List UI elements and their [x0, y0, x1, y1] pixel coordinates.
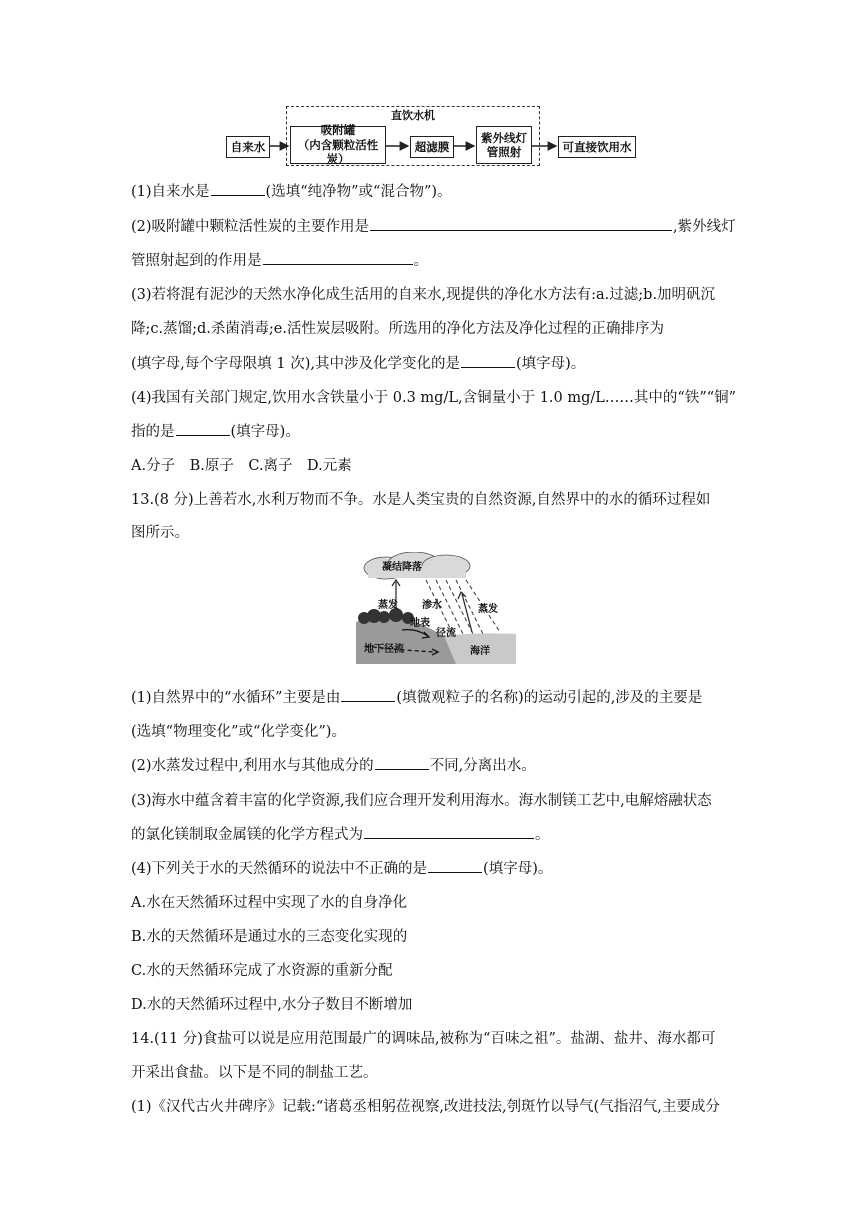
text: 。 — [413, 253, 428, 269]
text: 图所示。 — [131, 525, 189, 541]
answer-blank[interactable] — [263, 250, 413, 265]
q12-3b — [131, 317, 731, 338]
q12-3a — [131, 283, 731, 304]
label-surface: 地表 — [410, 618, 430, 629]
text: (4)下列关于水的天然循环的说法中不正确的是 — [131, 861, 428, 877]
q12-2b — [131, 249, 731, 270]
drinkable-water-box: 可直接饮用水 — [558, 136, 636, 158]
q14-1 — [131, 1095, 731, 1116]
answer-blank[interactable] — [176, 421, 230, 436]
q12-4a — [131, 386, 737, 407]
ultrafiltration-box: 超滤膜 — [410, 136, 454, 158]
text: A.分子 B.原子 C.离子 D.元素 — [131, 458, 352, 474]
label-condense: 凝结降落 — [382, 562, 422, 573]
text: (1)自来水是 — [131, 184, 210, 200]
q13-4-option-c — [131, 959, 731, 980]
label-ocean: 海洋 — [470, 646, 490, 657]
adsorption-tank-box: 吸附罐 （内含颗粒活性炭） — [290, 126, 386, 164]
q14-stem-b — [131, 1061, 731, 1082]
q13-4 — [131, 857, 731, 878]
q12-1 — [131, 180, 731, 201]
text: C.水的天然循环完成了水资源的重新分配 — [131, 963, 393, 979]
text: (填微观粒子的名称)的运动引起的,涉及的主要是 — [396, 690, 703, 706]
answer-blank[interactable] — [364, 824, 534, 839]
text: 开采出食盐。以下是不同的制盐工艺。 — [131, 1065, 378, 1081]
label-runoff: 径流 — [436, 628, 456, 639]
text: (填字母,每个字母限填 1 次),其中涉及化学变化的是 — [131, 356, 460, 372]
text: (填字母)。 — [230, 424, 300, 440]
q12-4b — [131, 420, 731, 441]
text: (选填“物理变化”或“化学变化”)。 — [131, 724, 346, 740]
label-evaporate-left: 蒸发 — [378, 600, 398, 611]
q13-1a — [131, 686, 731, 707]
answer-blank[interactable] — [461, 353, 515, 368]
answer-blank[interactable] — [370, 216, 672, 231]
text: 13.(8 分)上善若水,水利万物而不争。水是人类宝贵的自然资源,自然界中的水的循环过程如 — [131, 492, 711, 508]
text: (3)若将混有泥沙的天然水净化成生活用的自来水,现提供的净化水方法有:a.过滤;b.加明矾沉 — [131, 287, 716, 303]
q13-2 — [131, 754, 731, 775]
answer-blank[interactable] — [341, 687, 395, 702]
answer-blank[interactable] — [428, 858, 482, 873]
q13-4-option-d — [131, 993, 731, 1014]
text: (2)吸附罐中颗粒活性炭的主要作用是 — [131, 219, 370, 235]
answer-blank[interactable] — [211, 181, 265, 196]
text: (填字母)。 — [515, 356, 586, 372]
text: (1)《汉代古火井碑序》记载:“诸葛丞相躬莅视察,改进技法,刳斑竹以导气(气指沼气,主要成分 — [131, 1099, 720, 1115]
tap-water-box: 自来水 — [226, 136, 270, 158]
water-purifier-flow-diagram — [226, 104, 636, 168]
text: (4)我国有关部门规定,饮用水含铁量小于 0.3 mg/L,含铜量小于 1.0 mg/L……其中的“铁”“铜” — [131, 390, 737, 406]
text: (3)海水中蕴含着丰富的化学资源,我们应合理开发利用海水。海水制镁工艺中,电解熔融状态 — [131, 793, 712, 809]
text: 。 — [535, 827, 550, 843]
q13-stem-b — [131, 521, 731, 542]
uv-lamp-box: 紫外线灯 管照射 — [476, 126, 532, 164]
text: D.水的天然循环过程中,水分子数目不断增加 — [131, 997, 413, 1013]
text: 14.(11 分)食盐可以说是应用范围最广的调味品,被称为“百味之祖”。盐湖、盐井、海水都可 — [131, 1031, 716, 1047]
machine-title: 直饮水机 — [391, 109, 435, 122]
text: A.水在天然循环过程中实现了水的自身净化 — [131, 895, 408, 911]
q12-4-options — [131, 454, 731, 475]
water-cycle-figure — [356, 552, 516, 664]
label-evaporate-right: 蒸发 — [478, 604, 498, 615]
text: ,紫外线灯 — [673, 219, 736, 235]
q13-stem-a — [131, 488, 731, 509]
answer-blank[interactable] — [375, 755, 429, 770]
text: (2)水蒸发过程中,利用水与其他成分的 — [131, 758, 374, 774]
text: 管照射起到的作用是 — [131, 253, 262, 269]
text: 不同,分离出水。 — [429, 758, 536, 774]
label-underground-runoff: 地下径流 — [364, 644, 404, 655]
q13-1b — [131, 720, 731, 741]
q13-4-option-b — [131, 925, 731, 946]
text: (1)自然界中的“水循环”主要是由 — [131, 690, 341, 706]
q13-3a — [131, 789, 731, 810]
text: (填字母)。 — [483, 861, 553, 877]
label-seep: 渗水 — [422, 600, 442, 611]
q12-2 — [131, 215, 736, 236]
q14-stem-a — [131, 1027, 731, 1048]
text: 指的是 — [131, 424, 175, 440]
text: (选填“纯净物”或“混合物”)。 — [265, 184, 452, 200]
q13-3b — [131, 823, 731, 844]
q13-4-option-a — [131, 891, 731, 912]
text: 降;c.蒸馏;d.杀菌消毒;e.活性炭层吸附。所选用的净化方法及净化过程的正确排序为 — [131, 321, 664, 337]
q12-3c — [131, 352, 731, 373]
text: B.水的天然循环是通过水的三态变化实现的 — [131, 929, 408, 945]
text: 的氯化镁制取金属镁的化学方程式为 — [131, 827, 363, 843]
